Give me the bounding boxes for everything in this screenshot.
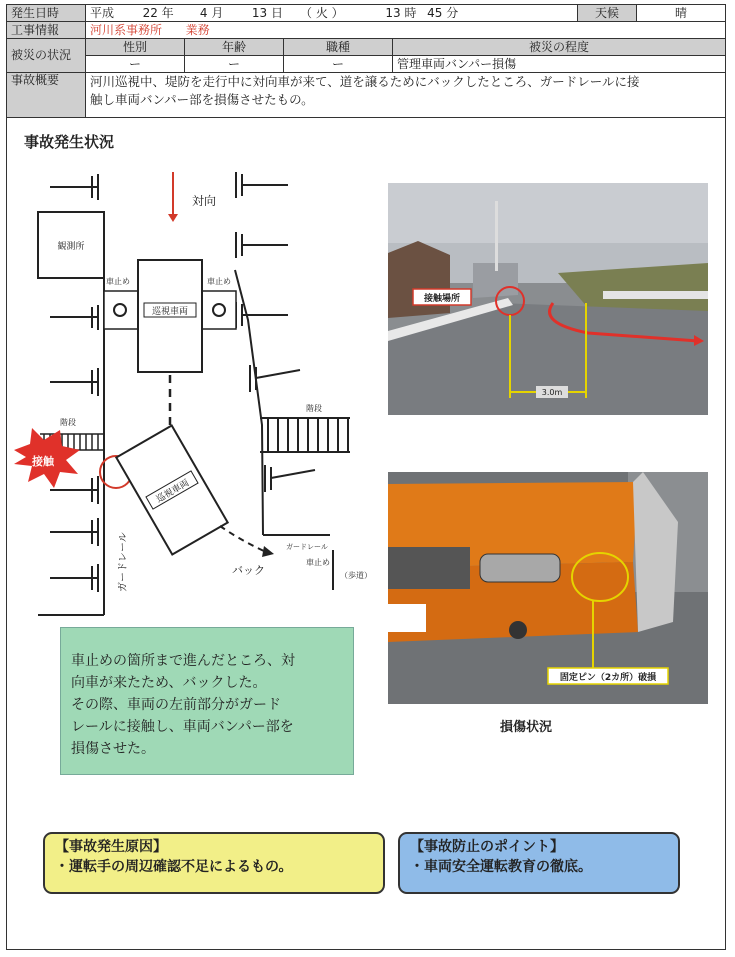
stairs-right-label: 階段 — [306, 404, 322, 413]
summary-row — [7, 73, 726, 118]
damage-header-row — [7, 39, 726, 56]
explanation-line: レールに接触し、車両バンパー部を — [71, 719, 294, 735]
gender-header: 性別 — [86, 39, 185, 56]
observatory-label: 観測所 — [57, 242, 85, 252]
car-stop-right — [202, 291, 236, 329]
date-row — [7, 5, 726, 22]
car-headlight — [480, 554, 560, 582]
patrol-car-end-label: 巡視車両 — [154, 478, 192, 506]
job-header: 職種 — [284, 39, 393, 56]
guardrail-label-left: ガードレール — [118, 532, 129, 592]
back-arrowhead — [262, 546, 274, 557]
right-fence-posts — [236, 172, 315, 492]
car-stop-left — [104, 291, 138, 329]
pin-label: 固定ピン（2カ所）破損 — [559, 673, 657, 683]
sidewalk-label: （歩道） — [340, 571, 372, 580]
age-value: ー — [185, 56, 284, 73]
date-value: 平成 22 年 4 月 13 日 （ 火 ） 13 時 45 分 — [86, 5, 578, 22]
cause-body: ・運転手の周辺確認不足によるもの。 — [55, 859, 293, 875]
explanation-box — [60, 627, 354, 775]
patrol-car-start-label: 巡視車両 — [151, 307, 189, 317]
back-path — [220, 526, 266, 552]
car-grille — [388, 547, 470, 589]
house — [388, 241, 450, 318]
age-header: 年齢 — [185, 39, 284, 56]
explanation-line: その際、車両の左前部分がガード — [71, 697, 281, 713]
explanation-line: 損傷させた。 — [71, 741, 155, 757]
work-value: 河川系事務所 業務 — [86, 22, 726, 39]
car-stop-left-label: 車止め — [106, 277, 130, 286]
job-value: ー — [284, 56, 393, 73]
explanation-line: 車止めの箇所まで進んだところ、対 — [71, 653, 295, 669]
photo-caption: 損傷状況 — [500, 720, 553, 735]
explanation-line: 向車が来たため、バックした。 — [71, 675, 267, 691]
contact-label: 接触 — [32, 455, 54, 468]
damage-label: 被災の状況 — [7, 39, 86, 73]
damage-value-row — [7, 56, 726, 73]
guardrail-label-right: ガードレール — [286, 543, 328, 551]
degree-header: 被災の程度 — [393, 39, 726, 56]
patrol-car-end — [116, 426, 227, 555]
contact-location-photo — [388, 183, 708, 415]
stairs-right — [260, 418, 350, 452]
weather-label: 天候 — [578, 5, 637, 22]
prevention-body: ・車両安全運転教育の徹底。 — [410, 859, 592, 875]
oncoming-label: 対向 — [192, 194, 217, 208]
prevention-title: 【事故防止のポイント】 — [410, 839, 564, 855]
license-plate — [388, 604, 426, 632]
weather-value: 晴 — [637, 5, 726, 22]
section-title: 事故発生状況 — [24, 133, 115, 151]
prevention-box — [398, 832, 680, 894]
car-stop-right-label: 車止め — [207, 277, 231, 286]
fog-lamp — [509, 621, 527, 639]
car-stop-bottom-label: 車止め — [306, 558, 330, 567]
damaged-vehicle-photo — [388, 472, 708, 704]
date-label: 発生日時 — [7, 5, 86, 22]
summary-value: 河川巡視中、堤防を走行中に対向車が来て、道を譲るためにバックしたところ、ガードレールに接 触し車両バンパー部を損傷させたもの。 — [86, 73, 726, 118]
contact-place-label: 接触場所 — [423, 294, 461, 304]
cause-box — [43, 832, 385, 894]
back-label: バック — [232, 564, 265, 577]
oncoming-arrowhead — [168, 214, 178, 222]
gender-value: ー — [86, 56, 185, 73]
cause-title: 【事故発生原因】 — [55, 839, 167, 855]
distance-label: 3.0m — [541, 388, 563, 397]
work-row — [7, 22, 726, 39]
accident-diagram — [10, 160, 375, 620]
degree-value: 管理車両バンパー損傷 — [393, 56, 726, 73]
summary-label: 事故概要 — [7, 73, 86, 118]
work-label: 工事情報 — [7, 22, 86, 39]
header-table — [6, 4, 726, 118]
utility-pole — [495, 201, 498, 271]
stairs-left-label: 階段 — [60, 418, 76, 427]
